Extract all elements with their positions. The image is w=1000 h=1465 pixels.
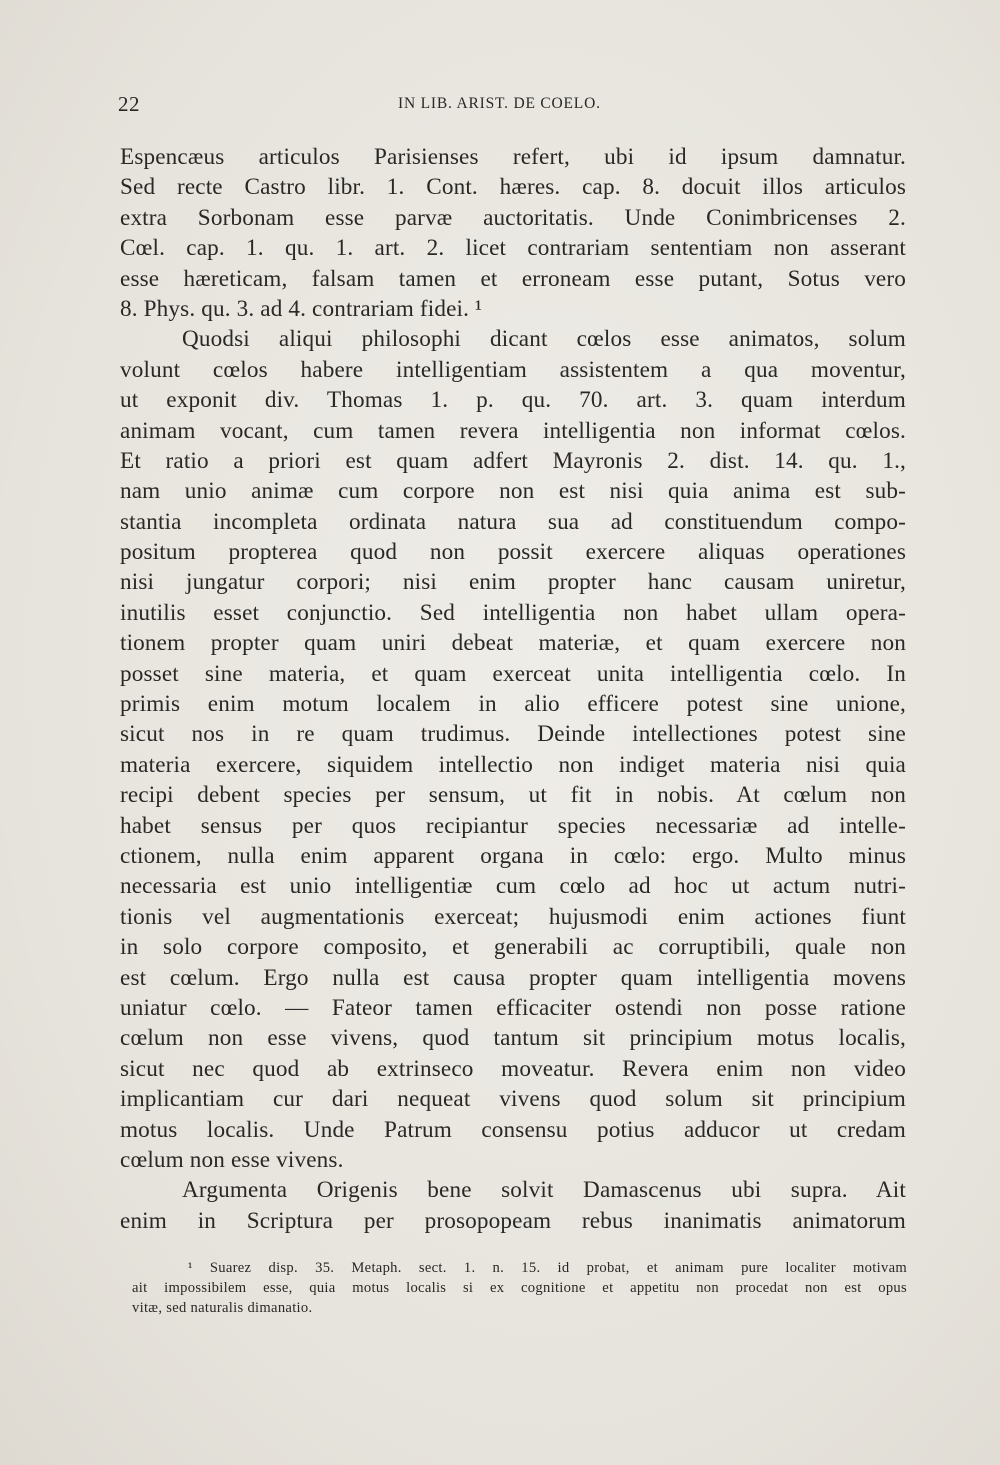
text-line: tionis vel augmentationis exerceat; hujusmodi enim actiones fiunt [120, 903, 906, 930]
text-line: ctionem, nulla enim apparent organa in cœlo: ergo. Multo minus [120, 842, 906, 869]
text-line: sicut nec quod ab extrinseco moveatur. Revera enim non video [120, 1055, 906, 1082]
text-line: nam unio animæ cum corpore non est nisi quia anima est sub- [120, 478, 906, 505]
text-line: motus localis. Unde Patrum consensu potius adducor ut credam [120, 1116, 906, 1143]
text-line: cœlum non esse vivens. [120, 1146, 344, 1173]
text-line: implicantiam cur dari nequeat vivens quod solum sit principium [120, 1086, 906, 1113]
text-line: in solo corpore composito, et generabili ac corruptibili, quale non [120, 934, 906, 961]
footnote-line: vitæ, sed naturalis dimanatio. [132, 1300, 313, 1316]
text-line: inutilis esset conjunctio. Sed intelligentia non habet ullam opera- [120, 599, 906, 626]
text-line: est cœlum. Ergo nulla est causa propter quam intelligentia movens [120, 964, 906, 991]
text-line: uniatur cœlo. — Fateor tamen efficaciter ostendi non posse ratione [120, 994, 906, 1021]
text-line: Et ratio a priori est quam adfert Mayronis 2. dist. 14. qu. 1., [120, 447, 906, 474]
text-line: sicut nos in re quam trudimus. Deinde intellectiones potest sine [120, 721, 906, 748]
text-line: nisi jungatur corpori; nisi enim propter hanc causam uniretur, [120, 569, 906, 596]
text-line: 8. Phys. qu. 3. ad 4. contrariam fidei. ¹ [120, 295, 483, 322]
text-line: primis enim motum localem in alio efficere potest sine unione, [120, 691, 906, 718]
text-line: extra Sorbonam esse parvæ auctoritatis. Unde Conimbricenses 2. [120, 204, 906, 231]
text-line: stantia incompleta ordinata natura sua ad constituendum compo- [120, 508, 906, 535]
text-line: Espencæus articulos Parisienses refert, ubi id ipsum damnatur. [120, 144, 906, 170]
footnote-line: ait impossibilem esse, quia motus localis si ex cognitione et appetitu non procedat non est opus [132, 1280, 907, 1296]
footnote-line: ¹ Suarez disp. 35. Metaph. sect. 1. n. 15. id probat, et animam pure localiter motivam [188, 1260, 907, 1276]
text-line: tionem propter quam uniri debeat materiæ, et quam exercere non [120, 630, 906, 657]
text-line: Quodsi aliqui philosophi dicant cœlos esse animatos, solum [182, 326, 906, 353]
text-line: animam vocant, cum tamen revera intelligentia non informat cœlos. [120, 417, 906, 444]
text-line: posset sine materia, et quam exerceat unita intelligentia cœlo. In [120, 660, 906, 687]
text-line: volunt cœlos habere intelligentiam assistentem a qua moventur, [120, 356, 906, 383]
footnote [132, 1258, 907, 1318]
text-line: cœlum non esse vivens, quod tantum sit principium motus localis, [120, 1025, 906, 1052]
text-line: materia exercere, siquidem intellectio non indiget materia nisi quia [120, 751, 906, 778]
text-line: positum propterea quod non possit exercere aliquas operationes [120, 539, 906, 566]
text-line: Cœl. cap. 1. qu. 1. art. 2. licet contrariam sententiam non asserant [120, 235, 906, 262]
text-line: Argumenta Origenis bene solvit Damascenus ubi supra. Ait [182, 1177, 906, 1204]
text-line: enim in Scriptura per prosopopeam rebus inanimatis animatorum [120, 1207, 906, 1234]
text-line: esse hæreticam, falsam tamen et erroneam esse putant, Sotus vero [120, 265, 906, 292]
running-head: IN LIB. ARIST. DE COELO. [398, 95, 601, 112]
page-header [118, 92, 908, 122]
text-line: ut exponit div. Thomas 1. p. qu. 70. art. 3. quam interdum [120, 387, 906, 414]
page-number: 22 [118, 92, 140, 116]
main-text [120, 142, 906, 1236]
text-line: necessaria est unio intelligentiæ cum cœlo ad hoc ut actum nutri- [120, 873, 906, 900]
text-line: recipi debent species per sensum, ut fit in nobis. At cœlum non [120, 782, 906, 809]
text-line: habet sensus per quos recipiantur species necessariæ ad intelle- [120, 812, 906, 839]
text-line: Sed recte Castro libr. 1. Cont. hæres. cap. 8. docuit illos articulos [120, 174, 906, 201]
